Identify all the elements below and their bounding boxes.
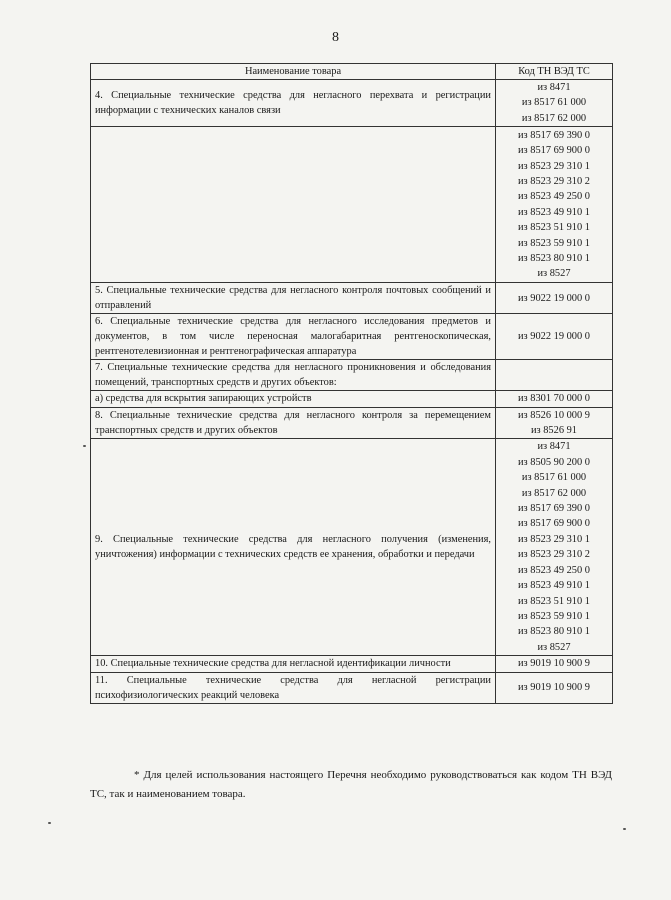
item-name: 7. Специальные технические средства для негласного проникновения и обследования помещений, транспортных средств и других объектов: — [91, 360, 496, 391]
item-name: 9. Специальные технические средства для негласного получения (изменения, уничтожения) информации с технических средств ее хранения, обработки и передачи — [91, 439, 496, 656]
scan-speck — [623, 828, 626, 830]
table-row — [91, 80, 613, 127]
tnved-code: из 8523 49 910 1 — [517, 206, 590, 218]
tnved-code: из 8523 29 310 2 — [517, 549, 590, 561]
tnved-code: из 8527 — [537, 641, 571, 653]
table-row — [91, 439, 613, 656]
tnved-code: из 8523 51 910 1 — [517, 222, 590, 234]
item-name: 6. Специальные технические средства для негласного исследования предметов и документов, в том числе переносная малогабаритная рентгеноскопическая, рентгенотелевизионная и рентгенографическая аппаратура — [91, 314, 496, 360]
table-row — [91, 656, 613, 672]
table-row — [91, 127, 613, 283]
tnved-code: из 8526 10 000 9 — [517, 409, 590, 421]
tnved-code: из 9022 19 000 0 — [517, 292, 590, 304]
tnved-code: из 8527 — [537, 268, 571, 280]
item-name: 11. Специальные технические средства для негласной регистрации психофизиологических реакций человека — [91, 672, 496, 703]
footnote-text: * Для целей использования настоящего Перечня необходимо руководствоваться как кодом ТН ВЭД ТС, так и наименованием товара. — [90, 769, 612, 800]
item-codes — [496, 391, 613, 407]
item-codes — [496, 127, 613, 283]
item-codes — [496, 439, 613, 656]
tnved-code: из 8523 29 310 2 — [517, 175, 590, 187]
item-codes — [496, 672, 613, 703]
item-name: 5. Специальные технические средства для негласного контроля почтовых сообщений и отправлений — [91, 283, 496, 314]
tnved-code: из 9019 10 900 9 — [517, 658, 590, 670]
item-codes — [496, 283, 613, 314]
footnote — [90, 766, 612, 804]
item-codes — [496, 407, 613, 439]
page-number: 8 — [332, 30, 339, 45]
tnved-code: из 8517 62 000 — [521, 112, 587, 124]
item-name: 8. Специальные технические средства для негласного контроля за перемещением транспортных средств и других объектов — [91, 407, 496, 439]
goods-table — [90, 63, 613, 704]
tnved-code: из 8301 70 000 0 — [517, 393, 590, 405]
item-codes — [496, 80, 613, 127]
tnved-code: из 8517 69 900 0 — [517, 145, 590, 157]
tnved-code: из 8517 61 000 — [521, 472, 587, 484]
item-codes — [496, 314, 613, 360]
tnved-code: из 8523 49 250 0 — [517, 191, 590, 203]
tnved-code: из 8471 — [537, 441, 571, 453]
tnved-code: из 8523 49 250 0 — [517, 564, 590, 576]
tnved-code: из 8517 69 390 0 — [517, 503, 590, 515]
tnved-code: из 8517 69 390 0 — [517, 129, 590, 141]
item-name: 4. Специальные технические средства для негласного перехвата и регистрации информации с технических каналов связи — [91, 80, 496, 127]
tnved-code: из 8523 49 910 1 — [517, 580, 590, 592]
item-name: а) средства для вскрытия запирающих устройств — [91, 391, 496, 407]
table-row — [91, 314, 613, 360]
item-name — [91, 127, 496, 283]
table-row — [91, 283, 613, 314]
scan-speck — [83, 445, 86, 447]
tnved-code: из 9022 19 000 0 — [517, 331, 590, 343]
tnved-code: из 8523 51 910 1 — [517, 595, 590, 607]
table-header-row — [91, 64, 613, 80]
tnved-code: из 8523 29 310 1 — [517, 160, 590, 172]
tnved-code: из 8471 — [537, 82, 571, 93]
tnved-code: из 8523 80 910 1 — [517, 252, 590, 264]
tnved-code: из 8517 62 000 — [521, 487, 587, 499]
tnved-code: из 8523 80 910 1 — [517, 626, 590, 638]
table-row — [91, 360, 613, 391]
tnved-code: из 8517 61 000 — [521, 97, 587, 109]
tnved-code: из 8523 29 310 1 — [517, 533, 590, 545]
scan-speck — [48, 822, 51, 824]
table-row — [91, 407, 613, 439]
item-codes — [496, 656, 613, 672]
header-code: Код ТН ВЭД ТС — [496, 64, 613, 80]
header-name: Наименование товара — [91, 64, 496, 80]
table-row — [91, 672, 613, 703]
tnved-code: из 8523 59 910 1 — [517, 237, 590, 249]
tnved-code: из 8517 69 900 0 — [517, 518, 590, 530]
tnved-code: из 8505 90 200 0 — [517, 456, 590, 468]
item-codes — [496, 360, 613, 391]
tnved-code: из 8523 59 910 1 — [517, 610, 590, 622]
table-row — [91, 391, 613, 407]
tnved-code: из 9019 10 900 9 — [517, 681, 590, 693]
tnved-code: из 8526 91 — [530, 425, 578, 437]
item-name: 10. Специальные технические средства для негласной идентификации личности — [91, 656, 496, 672]
